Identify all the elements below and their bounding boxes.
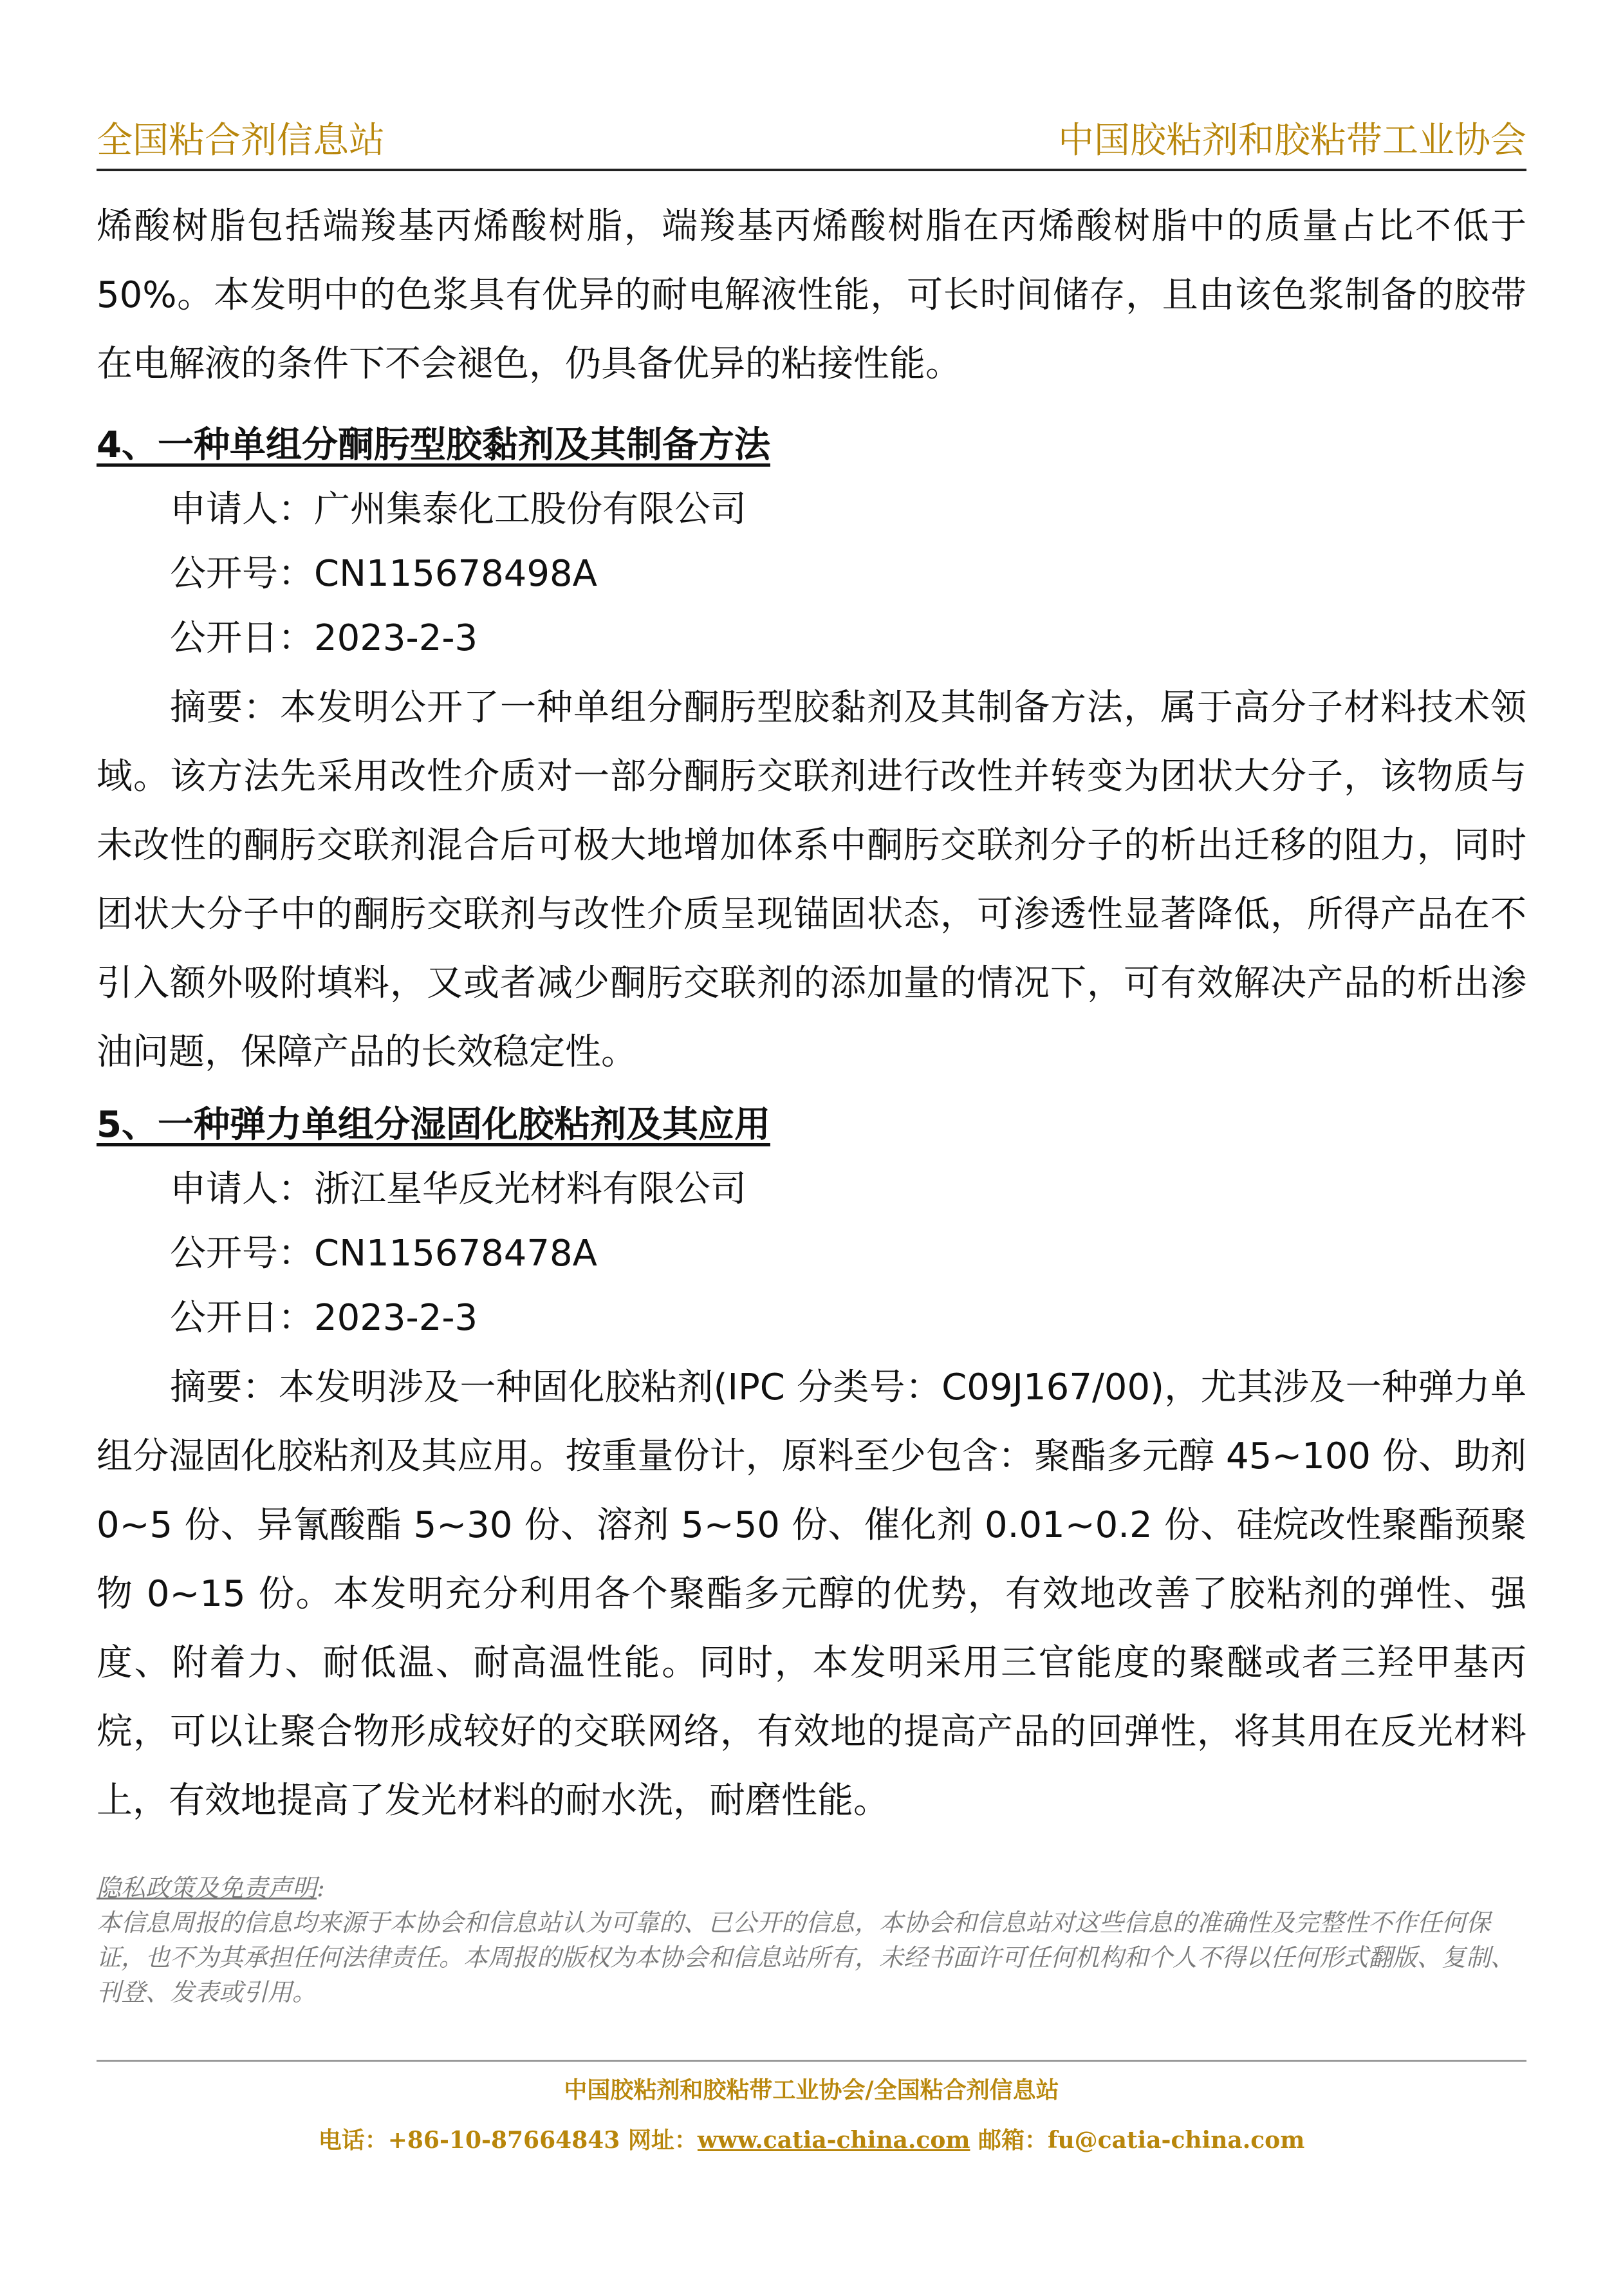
footer-website-link[interactable]: www.catia-china.com <box>697 2127 970 2154</box>
footer-website-label: 网址： <box>620 2127 698 2154</box>
footer-organization: 中国胶粘剂和胶粘带工业协会/全国粘合剂信息站 <box>564 2077 1059 2104</box>
patent-5-publication-number: 公开号：CN115678478A <box>170 1233 597 1274</box>
header-divider <box>97 169 1526 171</box>
footer-phone-label: 电话： <box>318 2127 388 2154</box>
disclaimer-heading <box>97 1871 1526 1905</box>
patent-4-publication-date: 公开日：2023-2-3 <box>170 617 478 659</box>
disclaimer-title: 隐私政策及免责声明 <box>97 1874 317 1902</box>
patent-4-publication-number: 公开号：CN115678498A <box>170 553 597 595</box>
patent-4-applicant: 申请人：广州集泰化工股份有限公司 <box>170 489 747 530</box>
footer-divider <box>97 2060 1526 2062</box>
patent-5-applicant: 申请人：浙江星华反光材料有限公司 <box>170 1168 747 1210</box>
disclaimer <box>97 1871 1526 2010</box>
disclaimer-colon: : <box>317 1874 325 1902</box>
header-association-name: 中国胶粘剂和胶粘带工业协会 <box>1058 120 1526 162</box>
disclaimer-text: 本信息周报的信息均来源于本协会和信息站认为可靠的、已公开的信息，本协会和信息站对这些信息的准确性及完整性不作任何保证，也不为其承担任何法律责任。本周报的版权为本协会和信息站所有，未经书面许可任何机构和个人不得以任何形式翻版、复制、刊登、发表或引用。 <box>97 1909 1516 2006</box>
footer-phone: +86-10-87664843 <box>387 2127 620 2154</box>
footer-email: fu@catia-china.com <box>1047 2127 1305 2154</box>
footer-contact <box>0 2118 1623 2163</box>
patent-5-publication-date: 公开日：2023-2-3 <box>170 1297 478 1339</box>
patent-4-abstract: 摘要：本发明公开了一种单组分酮肟型胶黏剂及其制备方法，属于高分子材料技术领域。该方法先采用改性介质对一部分酮肟交联剂进行改性并转变为团状大分子，该物质与未改性的酮肟交联剂混合后可极大地增加体系中酮肟交联剂分子的析出迁移的阻力，同时团状大分子中的酮肟交联剂与改性介质呈现锚固状态，可渗透性显著降低，所得产品在不引入额外吸附填料，又或者减少酮肟交联剂的添加量的情况下，可有效解决产品的析出渗油问题，保障产品的长效稳定性。 <box>97 687 1526 1073</box>
continued-paragraph: 烯酸树脂包括端羧基丙烯酸树脂，端羧基丙烯酸树脂在丙烯酸树脂中的质量占比不低于 50%。本发明中的色浆具有优异的耐电解液性能，可长时间储存，且由该色浆制备的胶带在电解液的条件下不会褪色，仍具备优异的粘接性能。 <box>97 205 1526 385</box>
header-site-name: 全国粘合剂信息站 <box>97 120 385 162</box>
footer-email-label: 邮箱： <box>970 2127 1048 2154</box>
patent-5-heading: 5、一种弹力单组分湿固化胶粘剂及其应用 <box>97 1104 770 1146</box>
patent-5-abstract: 摘要：本发明涉及一种固化胶粘剂(IPC 分类号：C09J167/00)，尤其涉及一种弹力单组分湿固化胶粘剂及其应用。按重量份计，原料至少包含：聚酯多元醇 45~100 份、助剂 0~5 份、异氰酸酯 5~30 份、溶剂 5~50 份、催化剂 0.01~0.2 份、硅烷改性聚酯预聚物 0~15 份。本发明充分利用各个聚酯多元醇的优势，有效地改善了胶粘剂的弹性、强度、附着力、耐低温、耐高温性能。同时，本发明采用三官能度的聚醚或者三羟甲基丙烷，可以让聚合物形成较好的交联网络，有效地的提高产品的回弹性，将其用在反光材料上，有效地提高了发光材料的耐水洗，耐磨性能。 <box>97 1367 1526 1822</box>
patent-4-heading: 4、一种单组分酮肟型胶黏剂及其制备方法 <box>97 424 770 466</box>
